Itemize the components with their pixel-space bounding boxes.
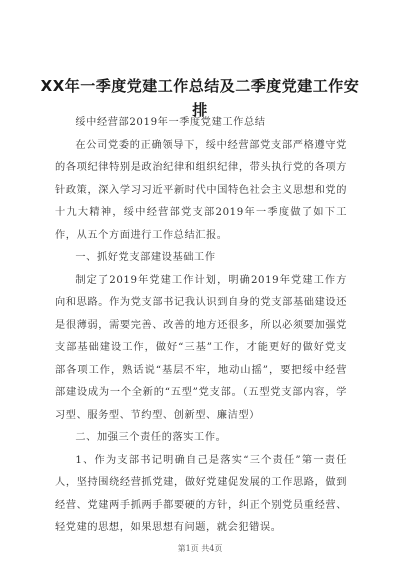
section-heading-2: 二、加强三个责任的落实工作。 [75,432,227,443]
section-2-paragraph: 1、作为支部书记明确自己是落实“三个责任”第一责任人，坚持围绕经营抓党建，做好党建促发展的工作思路，做到经营、党建两手抓两手都要硬的方针，纠正个别党员重经营、轻党建的思想，如果思想有问题，就会犯错误。 [55,454,347,533]
report-subtitle: 绥中经营部2019年一季度党建工作总结 [75,117,266,128]
document-body [55,112,347,540]
document-title: XX年一季度党建工作总结及二季度党建工作安排 [40,77,360,119]
section-1-paragraph: 制定了2019年党建工作计划，明确2019年党建工作方向和思路。作为党支部书记我认识到自身的党支部基础建设还是很薄弱，需要完善、改善的地方还很多，所以必须要加强党支部基础建设工作，做好“三基”工作，才能更好的做好党支部各项工作，熟话说“基层不牢，地动山摇”，要把绥中经营部建设成为一个全新的“五型”党支部。（五型党支部内容，学习型、服务型、节约型、创新型、廉洁型） [55,274,347,421]
intro-paragraph: 在公司党委的正确领导下，绥中经营部党支部严格遵守党的各项纪律特别是政治纪律和组织纪律，带头执行党的各项方针政策，深入学习习近平新时代中国特色社会主义思想和党的十九大精神，绥中经营部党支部2019年一季度做了如下工作，从五个方面进行工作总结汇报。 [55,139,347,241]
page-footer: 第1页 共4页 [177,544,223,553]
section-heading-1: 一、抓好党支部建设基础工作 [75,252,216,263]
